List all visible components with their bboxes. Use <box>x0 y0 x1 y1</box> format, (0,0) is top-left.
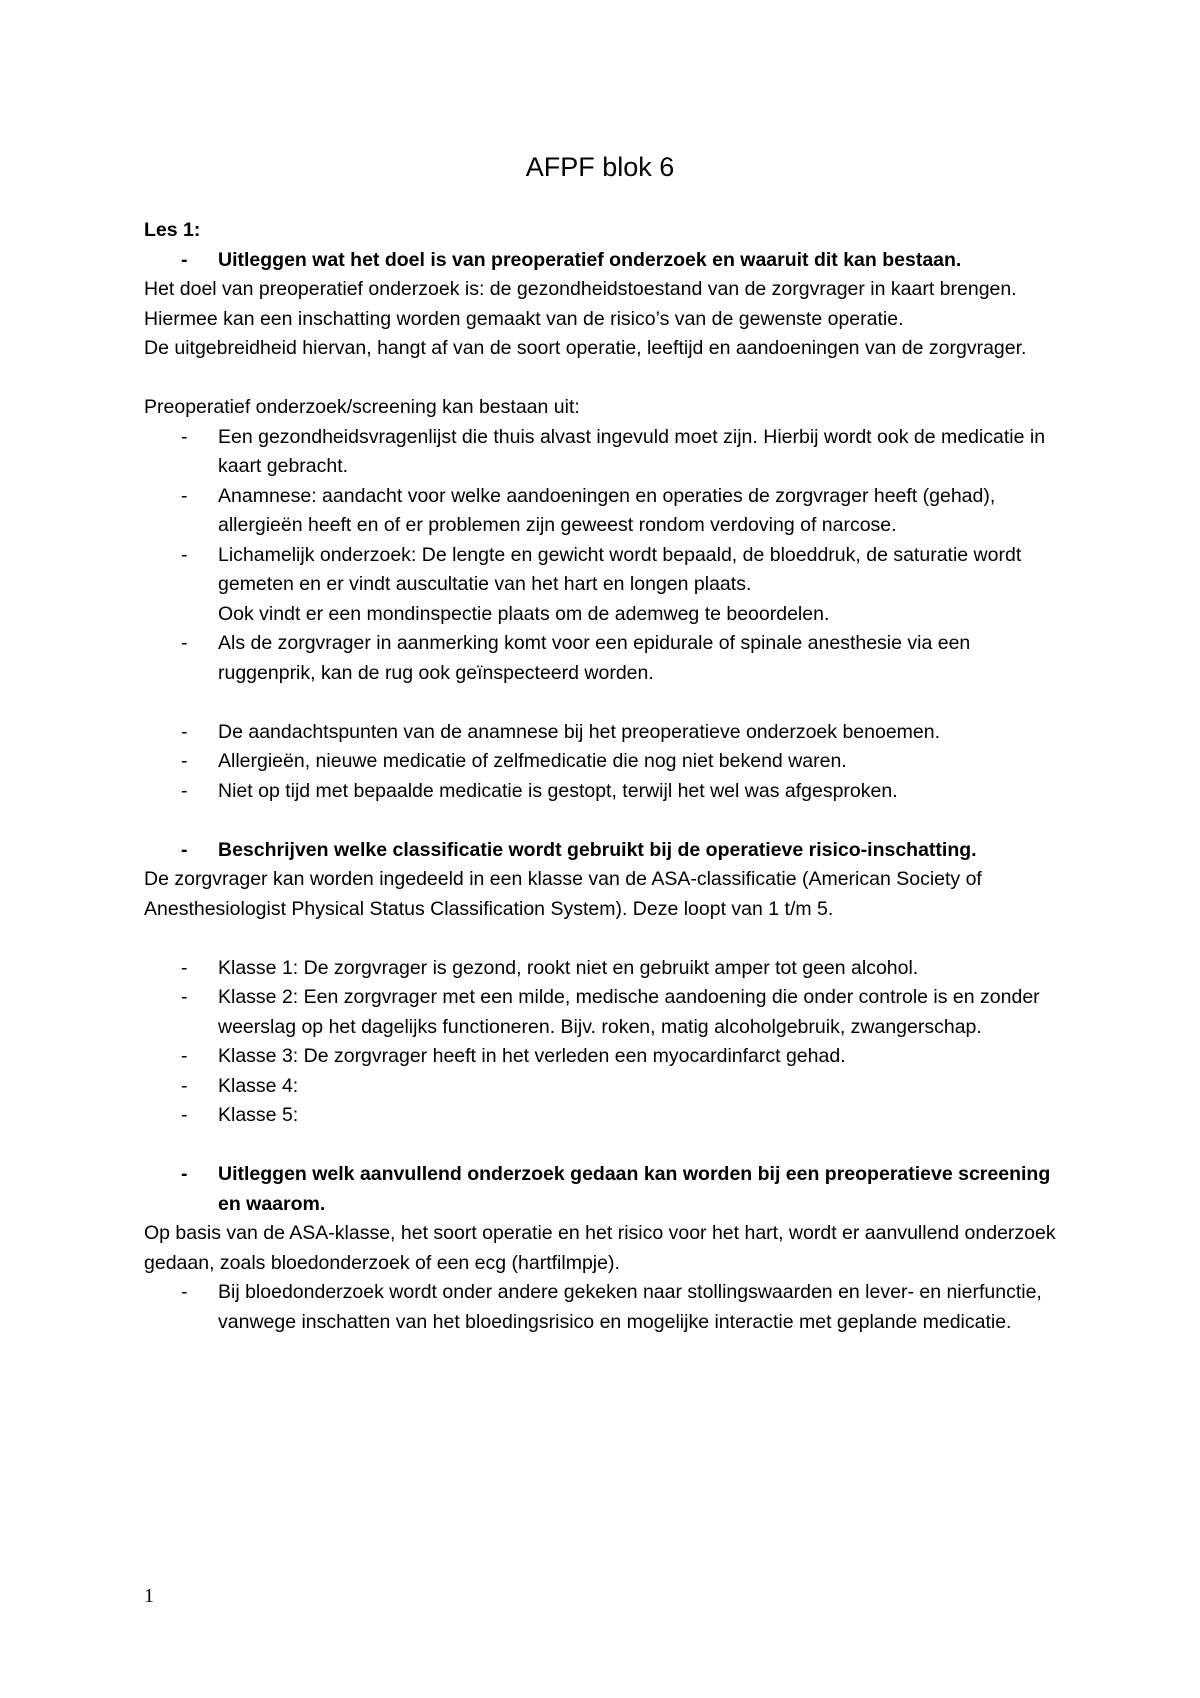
objective-item: - Beschrijven welke classificatie wordt gebruikt bij de operatieve risico-inschatting. <box>144 836 1064 866</box>
dash-bullet: - <box>181 1074 188 1097</box>
list-item: - Bij bloedonderzoek wordt onder andere gekeken naar stollingswaarden en lever- en nierfunctie, vanwege inschatten van het bloedingsrisico en mogelijke interactie met geplande medicatie. <box>144 1278 1064 1337</box>
dash-bullet: - <box>181 779 188 802</box>
paragraph: Preoperatief onderzoek/screening kan bestaan uit: <box>144 396 580 418</box>
paragraph: De uitgebreidheid hiervan, hangt af van de soort operatie, leeftijd en aandoeningen van de zorgvrager. <box>144 337 1027 359</box>
dash-bullet: - <box>181 248 188 271</box>
dash-bullet: - <box>181 484 188 507</box>
list-item: - Klasse 2: Een zorgvrager met een milde, medische aandoening die onder controle is en zonder weerslag op het dagelijks functioneren. Bijv. roken, matig alcoholgebruik, zwangerschap. <box>144 983 1064 1042</box>
dash-bullet: - <box>181 1281 188 1303</box>
dash-bullet: - <box>181 1163 188 1185</box>
objective-list <box>144 246 1064 276</box>
section-heading: Les 1: <box>144 219 201 241</box>
dash-bullet: - <box>181 956 188 979</box>
list-item: - Allergieën, nieuwe medicatie of zelfmedicatie die nog niet bekend waren. <box>144 747 1064 777</box>
paragraph: Het doel van preoperatief onderzoek is: de gezondheidstoestand van de zorgvrager in kaart brengen. Hiermee kan een inschatting worden gemaakt van de risico’s van de gewenste operatie. <box>144 278 1017 330</box>
dash-bullet: - <box>181 720 188 743</box>
list-item: - Anamnese: aandacht voor welke aandoeningen en operaties de zorgvrager heeft (gehad), allergieën heeft en of er problemen zijn geweest rondom verdoving of narcose. <box>144 482 1064 541</box>
list-item: - De aandachtspunten van de anamnese bij het preoperatieve onderzoek benoemen. <box>144 718 1064 748</box>
list-item: - Als de zorgvrager in aanmerking komt voor een epidurale of spinale anesthesie via een ruggenprik, kan de rug ook geïnspecteerd worden. <box>144 629 1064 688</box>
dash-bullet: - <box>181 986 188 1008</box>
dash-bullet: - <box>181 1045 188 1067</box>
dash-bullet: - <box>181 750 188 772</box>
objective-list <box>144 1160 1064 1219</box>
objective-list <box>144 836 1064 866</box>
bloodtest-list <box>144 1278 1064 1337</box>
document-body <box>144 216 1064 1337</box>
list-item: - Klasse 1: De zorgvrager is gezond, rookt niet en gebruikt amper tot geen alcohol. <box>144 954 1064 984</box>
dash-bullet: - <box>181 543 188 566</box>
list-item: - Lichamelijk onderzoek: De lengte en gewicht wordt bepaald, de bloeddruk, de saturatie wordt gemeten en er vindt auscultatie van het hart en longen plaats. Ook vindt er een mondinspectie plaats om de ademweg te beoordelen. <box>144 541 1064 630</box>
list-item: - Klasse 4: <box>144 1072 1064 1102</box>
screening-list <box>144 423 1064 689</box>
anamnese-list <box>144 718 1064 807</box>
page-number: 1 <box>144 1585 154 1607</box>
objective-item: - Uitleggen wat het doel is van preoperatief onderzoek en waaruit dit kan bestaan. <box>144 246 1064 276</box>
list-item-continuation: Ook vindt er een mondinspectie plaats om de ademweg te beoordelen. <box>218 602 830 625</box>
dash-bullet: - <box>181 632 188 654</box>
paragraph: De zorgvrager kan worden ingedeeld in een klasse van de ASA-classificatie (American Society of Anesthesiologist Physical Status Classification System). Deze loopt van 1 t/m 5. <box>144 868 982 920</box>
list-item: - Klasse 5: <box>144 1101 1064 1131</box>
list-item: - Niet op tijd met bepaalde medicatie is gestopt, terwijl het wel was afgesproken. <box>144 777 1064 807</box>
paragraph: Op basis van de ASA-klasse, het soort operatie en het risico voor het hart, wordt er aanvullend onderzoek gedaan, zoals bloedonderzoek of een ecg (hartfilmpje). <box>144 1222 1056 1274</box>
document-title: AFPF blok 6 <box>525 152 675 182</box>
list-item: - Klasse 3: De zorgvrager heeft in het verleden een myocardinfarct gehad. <box>144 1042 1064 1072</box>
asa-class-list <box>144 954 1064 1131</box>
dash-bullet: - <box>181 1104 188 1126</box>
dash-bullet: - <box>181 425 188 448</box>
objective-item: - Uitleggen welk aanvullend onderzoek gedaan kan worden bij een preoperatieve screening en waarom. <box>144 1160 1064 1219</box>
list-item: - Een gezondheidsvragenlijst die thuis alvast ingevuld moet zijn. Hierbij wordt ook de medicatie in kaart gebracht. <box>144 423 1064 482</box>
dash-bullet: - <box>181 838 188 861</box>
